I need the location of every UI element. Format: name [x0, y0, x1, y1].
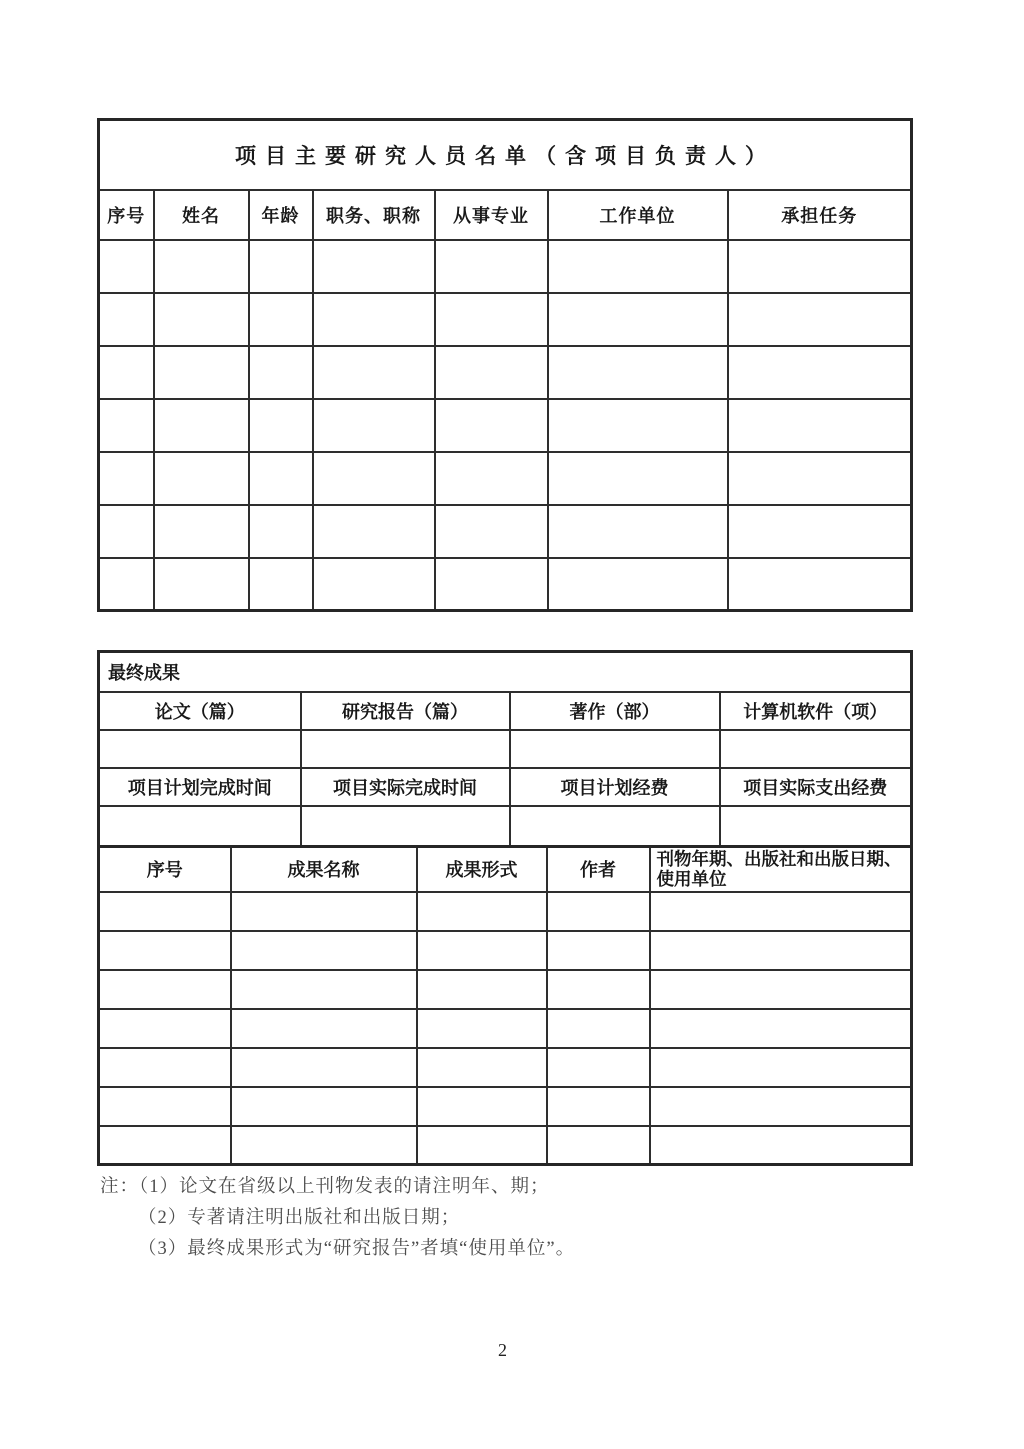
- results-empty-row: [99, 931, 912, 970]
- empty-cell: [548, 399, 728, 452]
- empty-cell: [154, 293, 249, 346]
- column-header-planned-finish: 项目计划完成时间: [99, 768, 301, 806]
- empty-cell: [547, 931, 650, 970]
- empty-cell: [650, 1048, 912, 1087]
- column-header-publication-info: 刊物年期、出版社和出版日期、使用单位: [650, 847, 912, 892]
- note-text: （2）专著请注明出版社和出版日期；: [138, 1208, 461, 1228]
- empty-cell: [417, 970, 547, 1009]
- column-header-index: 序号: [99, 190, 154, 240]
- column-header-workunit: 工作单位: [548, 190, 728, 240]
- column-header-age: 年龄: [249, 190, 313, 240]
- empty-cell: [547, 1087, 650, 1126]
- results-empty-row: [99, 892, 912, 931]
- empty-cell: [510, 806, 720, 847]
- researchers-empty-row: [99, 346, 912, 399]
- empty-cell: [154, 452, 249, 505]
- empty-cell: [99, 293, 154, 346]
- empty-cell: [547, 1009, 650, 1048]
- empty-cell: [99, 1126, 231, 1165]
- empty-cell: [435, 293, 548, 346]
- empty-cell: [548, 505, 728, 558]
- empty-cell: [249, 452, 313, 505]
- empty-cell: [720, 806, 912, 847]
- empty-cell: [547, 1048, 650, 1087]
- researchers-empty-row: [99, 558, 912, 611]
- column-header-result-name: 成果名称: [231, 847, 417, 892]
- results-plan-empty-row: [99, 806, 912, 847]
- column-header-papers: 论文（篇）: [99, 692, 301, 730]
- empty-cell: [231, 970, 417, 1009]
- page-number: 2: [498, 1340, 507, 1360]
- empty-cell: [249, 399, 313, 452]
- empty-cell: [313, 452, 435, 505]
- note-line-3: [100, 1234, 920, 1265]
- empty-cell: [650, 1126, 912, 1165]
- empty-cell: [231, 1126, 417, 1165]
- empty-cell: [728, 558, 912, 611]
- results-empty-row: [99, 1087, 912, 1126]
- column-header-task: 承担任务: [728, 190, 912, 240]
- empty-cell: [231, 1009, 417, 1048]
- empty-cell: [548, 558, 728, 611]
- results-plan-header-row: [99, 768, 912, 806]
- column-header-books: 著作（部）: [510, 692, 720, 730]
- empty-cell: [547, 1126, 650, 1165]
- empty-cell: [231, 1087, 417, 1126]
- empty-cell: [435, 505, 548, 558]
- empty-cell: [154, 399, 249, 452]
- empty-cell: [650, 1009, 912, 1048]
- final-results-label-row: [99, 652, 912, 692]
- results-empty-row: [99, 970, 912, 1009]
- empty-cell: [547, 970, 650, 1009]
- final-results-detail-table: [97, 845, 913, 1166]
- empty-cell: [249, 293, 313, 346]
- empty-cell: [728, 399, 912, 452]
- empty-cell: [728, 346, 912, 399]
- results-summary-empty-row: [99, 730, 912, 768]
- empty-cell: [249, 505, 313, 558]
- empty-cell: [435, 240, 548, 293]
- empty-cell: [650, 931, 912, 970]
- empty-cell: [313, 346, 435, 399]
- note-line-1: [100, 1172, 920, 1203]
- empty-cell: [435, 558, 548, 611]
- note-prefix: 注：: [100, 1177, 140, 1197]
- empty-cell: [548, 452, 728, 505]
- empty-cell: [435, 452, 548, 505]
- empty-cell: [99, 1048, 231, 1087]
- empty-cell: [313, 293, 435, 346]
- researchers-empty-row: [99, 399, 912, 452]
- column-header-actual-spend: 项目实际支出经费: [720, 768, 912, 806]
- empty-cell: [231, 931, 417, 970]
- empty-cell: [650, 970, 912, 1009]
- empty-cell: [435, 399, 548, 452]
- empty-cell: [154, 558, 249, 611]
- empty-cell: [313, 505, 435, 558]
- empty-cell: [99, 558, 154, 611]
- empty-cell: [99, 892, 231, 931]
- empty-cell: [231, 892, 417, 931]
- empty-cell: [249, 240, 313, 293]
- empty-cell: [99, 452, 154, 505]
- empty-cell: [313, 240, 435, 293]
- empty-cell: [548, 293, 728, 346]
- empty-cell: [417, 1048, 547, 1087]
- empty-cell: [547, 892, 650, 931]
- empty-cell: [154, 505, 249, 558]
- results-summary-header-row: [99, 692, 912, 730]
- empty-cell: [154, 240, 249, 293]
- column-header-planned-budget: 项目计划经费: [510, 768, 720, 806]
- footnotes: [100, 1172, 920, 1265]
- empty-cell: [650, 1087, 912, 1126]
- empty-cell: [435, 346, 548, 399]
- column-header-reports: 研究报告（篇）: [301, 692, 510, 730]
- empty-cell: [417, 1126, 547, 1165]
- empty-cell: [548, 346, 728, 399]
- results-empty-row: [99, 1048, 912, 1087]
- column-header-index: 序号: [99, 847, 231, 892]
- empty-cell: [249, 346, 313, 399]
- empty-cell: [313, 558, 435, 611]
- empty-cell: [728, 505, 912, 558]
- column-header-author: 作者: [547, 847, 650, 892]
- column-header-software: 计算机软件（项）: [720, 692, 912, 730]
- empty-cell: [99, 931, 231, 970]
- empty-cell: [728, 452, 912, 505]
- empty-cell: [728, 293, 912, 346]
- empty-cell: [301, 806, 510, 847]
- column-header-result-form: 成果形式: [417, 847, 547, 892]
- empty-cell: [99, 399, 154, 452]
- researchers-empty-row: [99, 293, 912, 346]
- researchers-empty-row: [99, 505, 912, 558]
- empty-cell: [99, 970, 231, 1009]
- note-text: （3）最终成果形式为“研究报告”者填“使用单位”。: [138, 1239, 576, 1259]
- researchers-empty-row: [99, 240, 912, 293]
- results-detail-header-row: [99, 847, 912, 892]
- empty-cell: [417, 892, 547, 931]
- empty-cell: [99, 730, 301, 768]
- researchers-empty-row: [99, 452, 912, 505]
- note-line-2: [100, 1203, 920, 1234]
- empty-cell: [99, 240, 154, 293]
- results-empty-row: [99, 1126, 912, 1165]
- empty-cell: [301, 730, 510, 768]
- empty-cell: [510, 730, 720, 768]
- results-empty-row: [99, 1009, 912, 1048]
- researchers-table: [97, 118, 913, 612]
- empty-cell: [728, 240, 912, 293]
- empty-cell: [154, 346, 249, 399]
- note-text: （1）论文在省级以上刊物发表的请注明年、期；: [139, 1177, 550, 1197]
- empty-cell: [249, 558, 313, 611]
- empty-cell: [99, 1009, 231, 1048]
- empty-cell: [231, 1048, 417, 1087]
- empty-cell: [650, 892, 912, 931]
- column-header-position: 职务、职称: [313, 190, 435, 240]
- empty-cell: [99, 346, 154, 399]
- column-header-actual-finish: 项目实际完成时间: [301, 768, 510, 806]
- empty-cell: [417, 931, 547, 970]
- researchers-table-header-row: [99, 190, 912, 240]
- column-header-name: 姓名: [154, 190, 249, 240]
- empty-cell: [99, 806, 301, 847]
- final-results-section-label: 最终成果: [99, 652, 912, 692]
- empty-cell: [99, 1087, 231, 1126]
- researchers-table-title: 项目主要研究人员名单（含项目负责人）: [99, 120, 912, 190]
- empty-cell: [548, 240, 728, 293]
- empty-cell: [99, 505, 154, 558]
- empty-cell: [720, 730, 912, 768]
- researchers-table-title-row: [99, 120, 912, 190]
- empty-cell: [417, 1009, 547, 1048]
- column-header-specialty: 从事专业: [435, 190, 548, 240]
- empty-cell: [313, 399, 435, 452]
- empty-cell: [417, 1087, 547, 1126]
- final-results-summary-table: [97, 650, 913, 848]
